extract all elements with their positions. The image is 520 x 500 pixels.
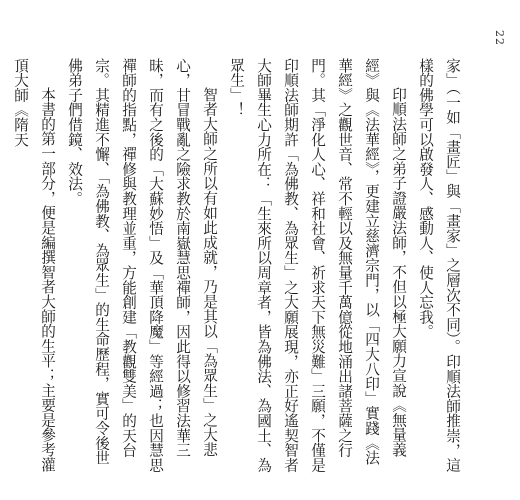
- paragraph-zhiyi: 智者大師之所以有如此成就，乃是其以「為眾生」之大悲心，甘冒戰亂之險求教於南嶽慧思禪師，因此得以修習法華三昧，而有之後的「大蘇妙悟」及「華頂降魔」等經過；也因慧思禪師的指點，禪修與教理並重，方能創建「教觀雙美」的天台宗。其精進不懈、「為佛教、為眾生」的生命歷程，實可令後世佛弟子們借鏡、效法。: [66, 58, 218, 473]
- paragraph-book-part-one: 本書的第一部分，便是編撰智者大師的生平；主要是參考灌頂大師《隋天: [12, 58, 56, 472]
- body-text: [12, 58, 466, 478]
- paragraph-cheng-yen: 印順法師之弟子證嚴法師，不但以極大願力宣說《無量義經》與《法華經》，更建立慈濟宗門，以「四大八印」實踐《法華經》之觀世音、常不輕以及無量千萬億從地涌出諸菩薩之行門。其「淨化人心、祥和社會、祈求天下無災難」三願，不僅是印順法師期許「為佛教、為眾生」之大願展現，亦正好遙契智者大師畢生心力所在：「生來所以周章者，皆為佛法、為國土、為眾生」！: [228, 58, 407, 473]
- paragraph-continuation: 家」（一如「畫匠」與「畫家」之層次不同）。印順法師推崇，這樣的佛學可以啟發人、感動人、使人忘我。: [417, 58, 461, 473]
- page-number: 22: [493, 30, 506, 46]
